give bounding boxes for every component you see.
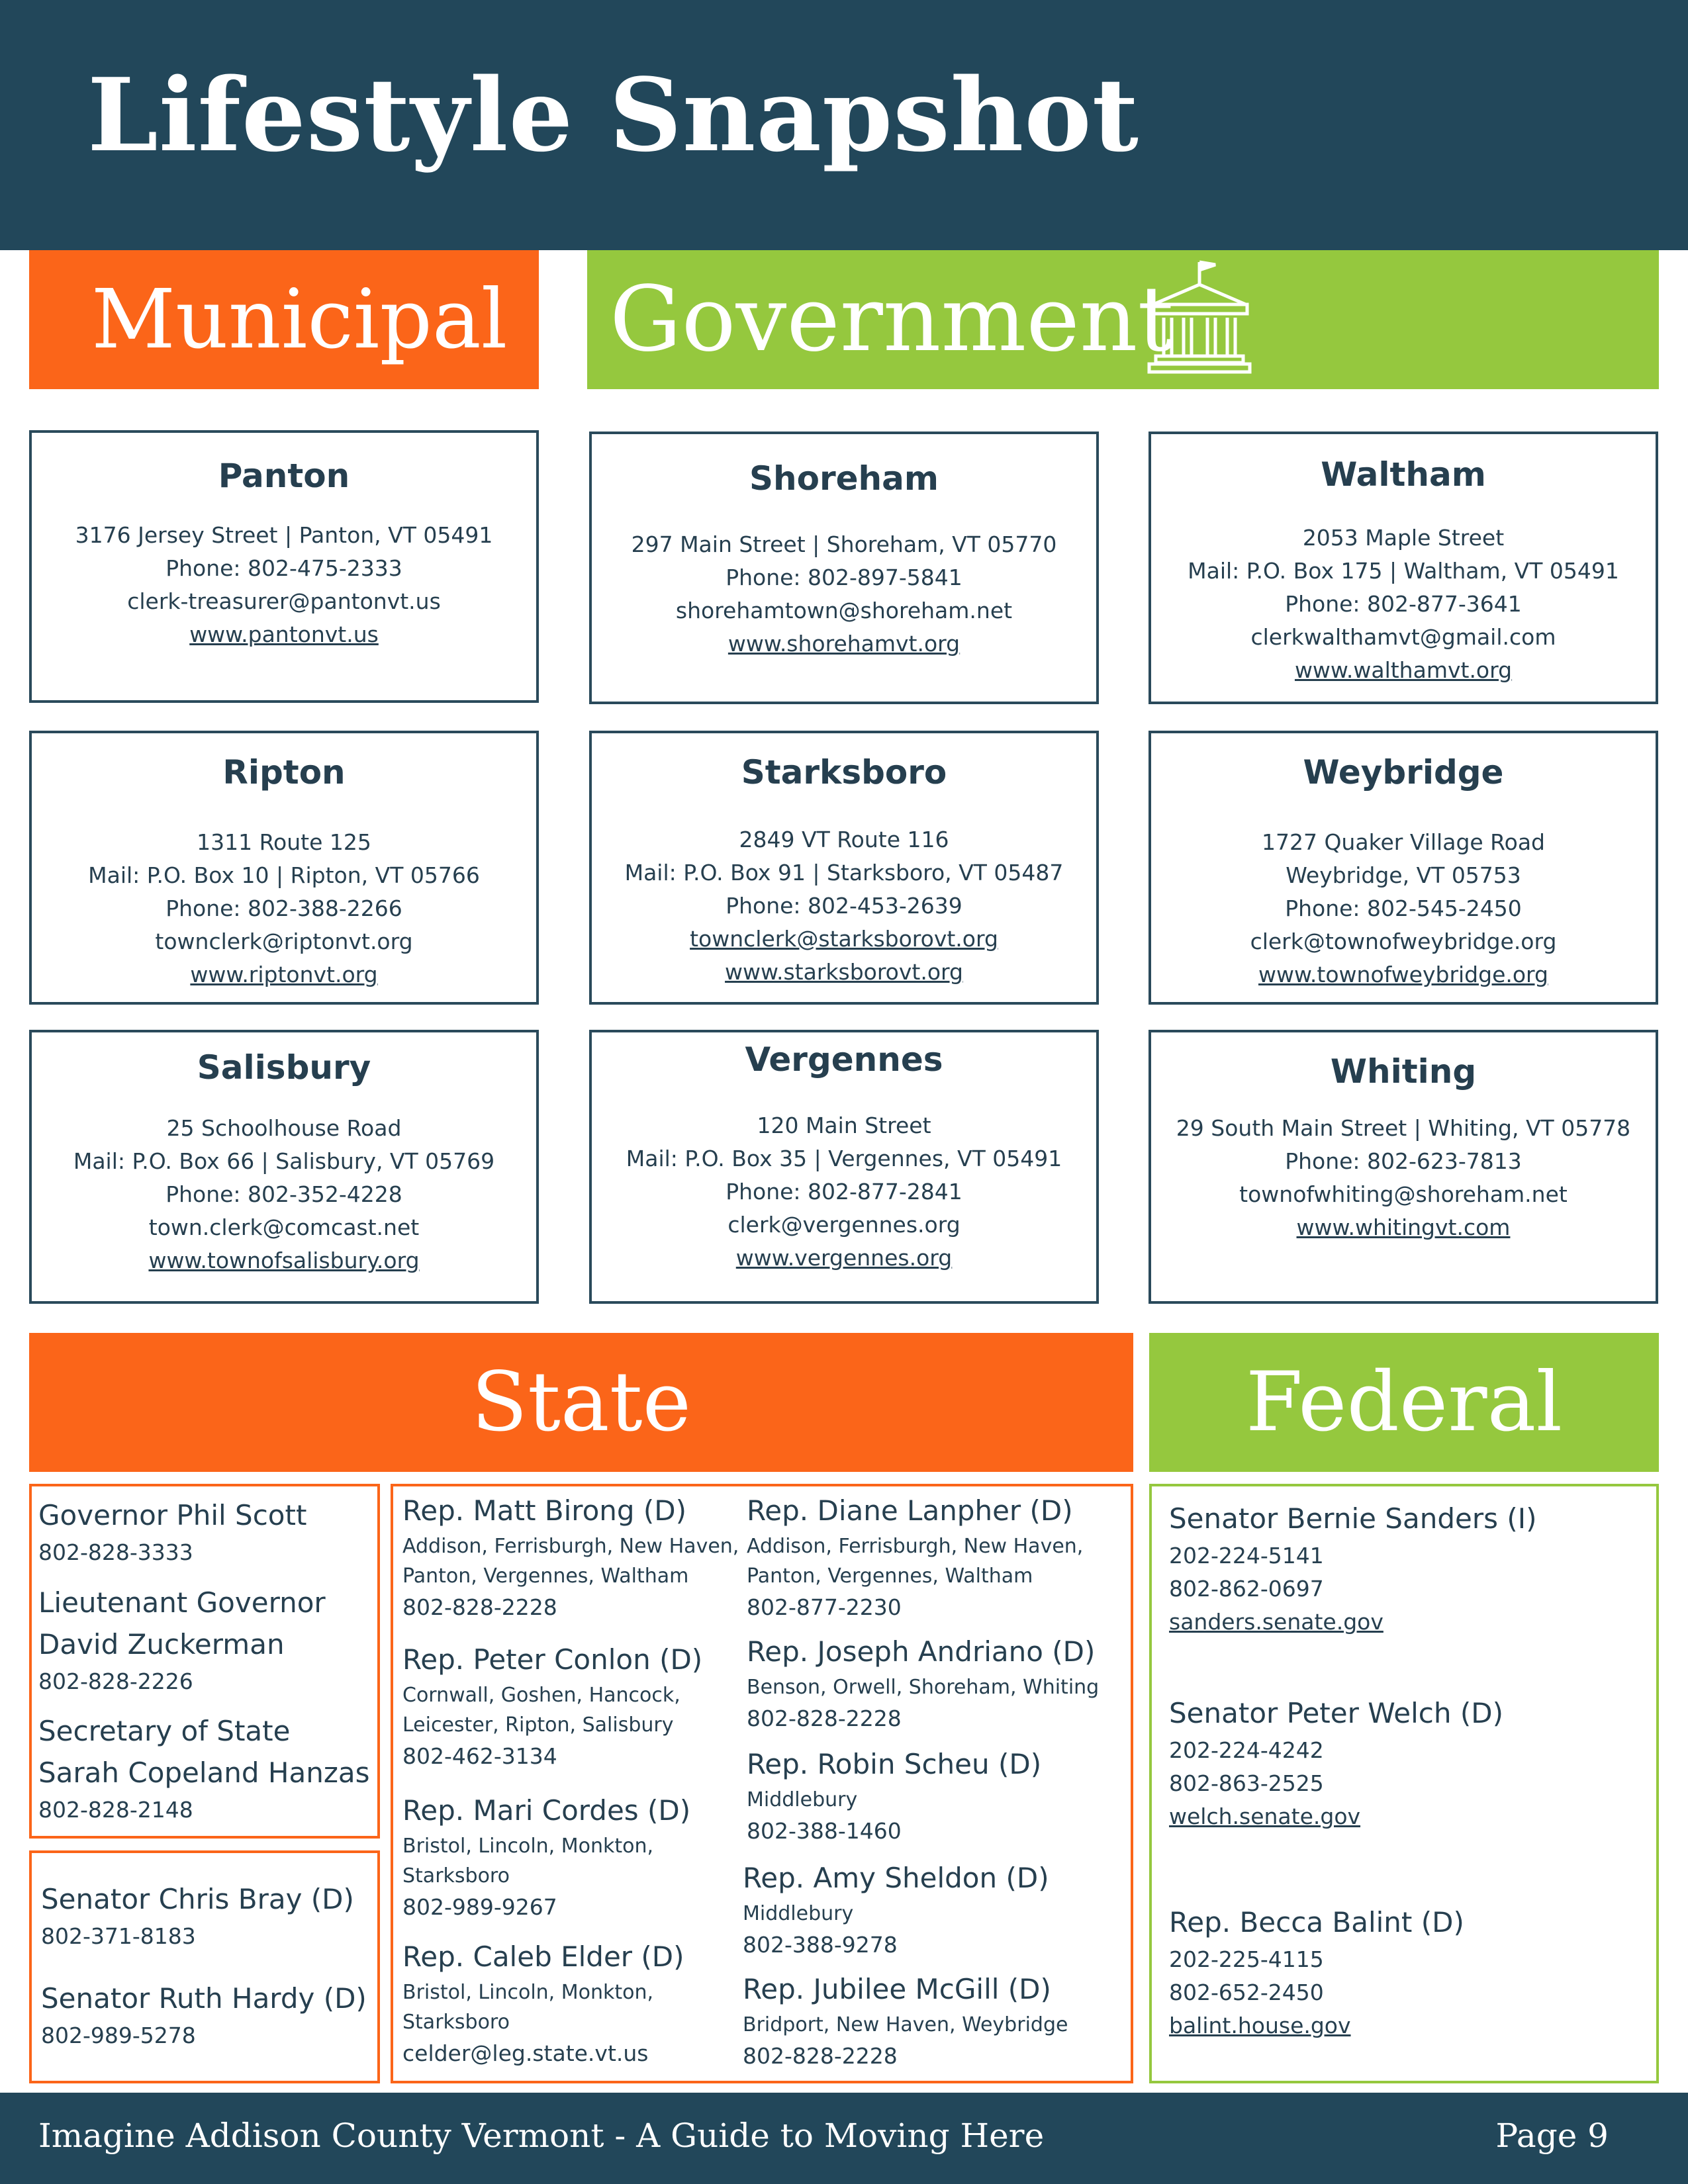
official-name: David Zuckerman [38, 1628, 285, 1661]
town-name: Whiting [1330, 1052, 1477, 1091]
town-card-shoreham [589, 432, 1099, 704]
page-number: Page 9 [1495, 2116, 1609, 2155]
state-band [29, 1333, 1133, 1472]
rep-area: Cornwall, Goshen, Hancock, [402, 1684, 680, 1707]
governor-entry [38, 1494, 306, 1569]
page-title: Lifestyle Snapshot [87, 56, 1139, 174]
official-name: Sarah Copeland Hanzas [38, 1756, 370, 1789]
official-phone: 802-828-2148 [38, 1797, 193, 1823]
senator-name: Senator Ruth Hardy (D) [41, 1982, 367, 2015]
state-rep-entry [402, 1936, 684, 2070]
town-city: Weybridge, VT 05753 [1286, 862, 1521, 888]
town-name: Weybridge [1303, 753, 1504, 792]
rep-name: Rep. Diane Lanpher (D) [747, 1494, 1073, 1527]
town-email: clerk@vergennes.org [727, 1212, 961, 1238]
rep-phone: 802-828-2228 [402, 1594, 557, 1620]
official-name: Rep. Becca Balint (D) [1169, 1906, 1464, 1938]
rep-name: Rep. Amy Sheldon (D) [743, 1862, 1049, 1894]
federal-heading: Federal [1245, 1355, 1563, 1450]
rep-area: Leicester, Ripton, Salisbury [402, 1713, 674, 1737]
town-address: 297 Main Street | Shoreham, VT 05770 [631, 531, 1057, 557]
rep-area: Bristol, Lincoln, Monkton, [402, 1835, 654, 1858]
town-mail: Mail: P.O. Box 66 | Salisbury, VT 05769 [73, 1148, 495, 1174]
state-rep-entry [747, 1743, 1041, 1848]
town-card-waltham [1149, 432, 1658, 704]
town-phone: Phone: 802-352-4228 [165, 1181, 402, 1207]
official-phone: 202-224-5141 [1169, 1543, 1324, 1569]
town-address: 1727 Quaker Village Road [1261, 829, 1545, 855]
government-building-icon [1147, 257, 1252, 376]
town-address: 29 South Main Street | Whiting, VT 05778 [1176, 1115, 1631, 1141]
official-phone: 802-828-2226 [38, 1668, 193, 1694]
footer-text: Imagine Addison County Vermont - A Guide to Moving Here [38, 2116, 1045, 2155]
town-mail: Mail: P.O. Box 10 | Ripton, VT 05766 [88, 862, 480, 888]
lieutenant-governor-entry [38, 1582, 326, 1698]
state-senator-entry [41, 1878, 354, 1953]
rep-phone: 802-388-1460 [747, 1818, 902, 1844]
page-footer [0, 2093, 1688, 2184]
town-website-link[interactable]: www.townofsalisbury.org [148, 1248, 420, 1273]
town-phone: Phone: 802-623-7813 [1285, 1148, 1522, 1174]
government-band [587, 250, 1659, 389]
town-email: clerk@townofweybridge.org [1250, 929, 1557, 954]
town-email: clerkwalthamvt@gmail.com [1250, 624, 1556, 650]
town-email: town.clerk@comcast.net [148, 1214, 420, 1240]
official-phone: 802-863-2525 [1169, 1770, 1324, 1796]
town-name: Waltham [1321, 455, 1486, 494]
official-website-link[interactable]: balint.house.gov [1169, 2013, 1351, 2038]
town-phone: Phone: 802-545-2450 [1285, 895, 1522, 921]
official-phone: 202-225-4115 [1169, 1946, 1324, 1972]
senator-phone: 802-371-8183 [41, 1923, 196, 1949]
municipal-band [29, 250, 539, 389]
town-mail: Mail: P.O. Box 91 | Starksboro, VT 05487 [624, 860, 1064, 886]
rep-phone: 802-828-2228 [747, 1706, 902, 1731]
rep-phone: 802-989-9267 [402, 1894, 557, 1920]
town-website-link[interactable]: www.vergennes.org [735, 1245, 953, 1271]
town-mail: Mail: P.O. Box 175 | Waltham, VT 05491 [1188, 558, 1619, 584]
federal-official-entry [1169, 1498, 1536, 1639]
town-card-vergennes [589, 1030, 1099, 1304]
town-card-panton [29, 430, 539, 703]
rep-phone: 802-462-3134 [402, 1743, 557, 1769]
town-address: 2053 Maple Street [1302, 525, 1505, 551]
state-heading: State [471, 1355, 691, 1450]
town-website-link[interactable]: www.riptonvt.org [190, 962, 378, 987]
rep-email: celder@leg.state.vt.us [402, 2040, 649, 2066]
town-phone: Phone: 802-453-2639 [726, 893, 962, 919]
town-address: 1311 Route 125 [197, 829, 371, 855]
town-mail: Mail: P.O. Box 35 | Vergennes, VT 05491 [626, 1146, 1062, 1171]
rep-area: Bridport, New Haven, Weybridge [743, 2013, 1068, 2036]
town-website-link[interactable]: www.townofweybridge.org [1258, 962, 1548, 987]
official-phone: 802-828-3333 [38, 1539, 193, 1565]
rep-area: Benson, Orwell, Shoreham, Whiting [747, 1676, 1100, 1699]
rep-name: Rep. Matt Birong (D) [402, 1494, 687, 1527]
official-title: Secretary of State [38, 1715, 291, 1747]
rep-phone: 802-828-2228 [743, 2043, 898, 2069]
town-card-salisbury [29, 1030, 539, 1304]
rep-phone: 802-388-9278 [743, 1932, 898, 1958]
town-address: 120 Main Street [757, 1113, 931, 1138]
town-website-link[interactable]: www.whitingvt.com [1296, 1214, 1511, 1240]
rep-area: Addison, Ferrisburgh, New Haven, [402, 1535, 739, 1558]
town-name: Ripton [222, 753, 346, 792]
official-name: Senator Peter Welch (D) [1169, 1697, 1503, 1729]
rep-name: Rep. Jubilee McGill (D) [743, 1973, 1051, 2005]
town-website-link[interactable]: www.walthamvt.org [1294, 657, 1513, 683]
town-name: Vergennes [745, 1040, 943, 1079]
official-website-link[interactable]: sanders.senate.gov [1169, 1609, 1383, 1635]
official-phone: 802-652-2450 [1169, 1979, 1324, 2005]
state-rep-entry [402, 1790, 690, 1924]
state-rep-entry [743, 1857, 1049, 1962]
rep-area: Addison, Ferrisburgh, New Haven, [747, 1535, 1084, 1558]
town-website-link[interactable]: www.shorehamvt.org [727, 631, 961, 657]
state-senator-entry [41, 1978, 367, 2052]
senator-name: Senator Chris Bray (D) [41, 1883, 354, 1915]
town-card-weybridge [1149, 731, 1658, 1005]
state-rep-entry [747, 1631, 1099, 1735]
state-rep-entry [402, 1639, 702, 1773]
town-email: clerk-treasurer@pantonvt.us [127, 588, 441, 614]
state-rep-entry [747, 1490, 1083, 1624]
state-rep-entry [743, 1968, 1068, 2073]
town-name: Starksboro [741, 753, 947, 792]
official-website-link[interactable]: welch.senate.gov [1169, 1803, 1361, 1829]
town-name: Panton [218, 457, 350, 495]
federal-band [1149, 1333, 1659, 1472]
secretary-of-state-entry [38, 1710, 370, 1827]
municipal-heading: Municipal [91, 272, 508, 367]
town-website-link[interactable]: www.starksborovt.org [725, 959, 963, 985]
official-phone: 802-862-0697 [1169, 1576, 1324, 1602]
town-address: 25 Schoolhouse Road [166, 1115, 402, 1141]
senator-phone: 802-989-5278 [41, 2023, 196, 2048]
town-name: Salisbury [197, 1048, 371, 1087]
town-phone: Phone: 802-475-2333 [165, 555, 402, 581]
town-email-link[interactable]: townclerk@starksborovt.org [690, 926, 998, 952]
town-card-starksboro [589, 731, 1099, 1005]
town-name: Shoreham [749, 459, 939, 498]
rep-name: Rep. Robin Scheu (D) [747, 1748, 1042, 1780]
town-address: 3176 Jersey Street | Panton, VT 05491 [75, 522, 493, 548]
rep-area: Panton, Vergennes, Waltham [747, 1565, 1033, 1588]
rep-phone: 802-877-2230 [747, 1594, 902, 1620]
federal-official-entry [1169, 1692, 1503, 1833]
town-website-link[interactable]: www.pantonvt.us [189, 621, 379, 647]
town-email: shorehamtown@shoreham.net [675, 598, 1013, 623]
town-card-ripton [29, 731, 539, 1005]
rep-name: Rep. Peter Conlon (D) [402, 1643, 703, 1676]
town-address: 2849 VT Route 116 [739, 827, 949, 852]
town-phone: Phone: 802-897-5841 [726, 565, 962, 590]
rep-area: Starksboro [402, 2011, 510, 2034]
rep-area: Middlebury [743, 1902, 854, 1925]
page-header [0, 0, 1688, 250]
town-card-whiting [1149, 1030, 1658, 1304]
rep-area: Bristol, Lincoln, Monkton, [402, 1981, 654, 2004]
rep-area: Starksboro [402, 1864, 510, 1888]
town-phone: Phone: 802-877-2841 [726, 1179, 962, 1205]
town-email: townofwhiting@shoreham.net [1239, 1181, 1568, 1207]
official-name: Governor Phil Scott [38, 1499, 307, 1531]
federal-official-entry [1169, 1901, 1464, 2042]
official-phone: 202-224-4242 [1169, 1737, 1324, 1763]
rep-name: Rep. Caleb Elder (D) [402, 1940, 684, 1973]
rep-name: Rep. Mari Cordes (D) [402, 1794, 691, 1827]
rep-area: Middlebury [747, 1788, 858, 1811]
official-title: Lieutenant Governor [38, 1586, 326, 1619]
town-phone: Phone: 802-388-2266 [165, 895, 402, 921]
town-phone: Phone: 802-877-3641 [1285, 591, 1522, 617]
rep-name: Rep. Joseph Andriano (D) [747, 1635, 1096, 1668]
state-rep-entry [402, 1490, 739, 1624]
rep-area: Panton, Vergennes, Waltham [402, 1565, 689, 1588]
town-email: townclerk@riptonvt.org [155, 929, 413, 954]
government-heading: Government [610, 267, 1174, 372]
official-name: Senator Bernie Sanders (I) [1169, 1502, 1537, 1535]
